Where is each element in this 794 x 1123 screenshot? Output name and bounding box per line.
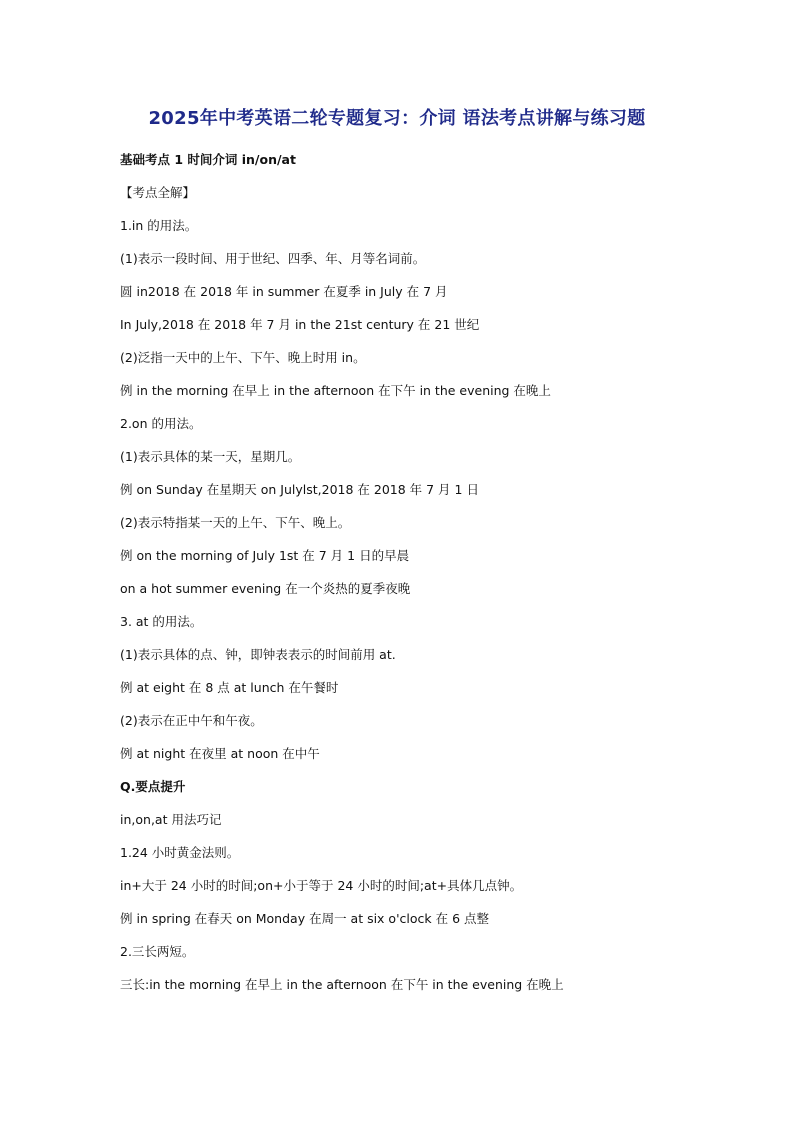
example-line: 例 in the morning 在早上 in the afternoon 在下午 in the evening 在晚上 [120,383,551,398]
body-line: (1)表示具体的点、钟，即钟表表示的时间前用 at. [120,647,396,662]
body-line: 3. at 的用法。 [120,614,203,629]
example-line: 例 on the morning of July 1st 在 7 月 1 日的早晨 [120,548,410,563]
body-line: (2)表示在正中午和午夜。 [120,713,263,728]
section-heading: 基础考点 1 时间介词 in/on/at [120,152,296,167]
body-line: (1)表示具体的某一天，星期几。 [120,449,301,464]
body-line: in,on,at 用法巧记 [120,812,222,827]
subsection-heading: Q.要点提升 [120,779,186,794]
body-line: (1)表示一段时间、用于世纪、四季、年、月等名词前。 [120,251,426,266]
example-line: 圆 in2018 在 2018 年 in summer 在夏季 in July 在 7 月 [120,284,448,299]
example-line: 例 at night 在夜里 at noon 在中午 [120,746,320,761]
example-line: 三长:in the morning 在早上 in the afternoon 在下午 in the evening 在晚上 [120,977,564,992]
subsection-heading: 【考点全解】 [120,185,196,200]
body-line: 1.in 的用法。 [120,218,198,233]
example-line: 例 in spring 在春天 on Monday 在周一 at six o'clock 在 6 点整 [120,911,489,926]
example-line: 例 on Sunday 在星期天 on Julylst,2018 在 2018 年 7 月 1 日 [120,482,479,497]
body-line: 2.三长两短。 [120,944,195,959]
example-line: 例 at eight 在 8 点 at lunch 在午餐时 [120,680,339,695]
body-line: in+大于 24 小时的时间;on+小于等于 24 小时的时间;at+具体几点钟。 [120,878,523,893]
body-line: (2)泛指一天中的上午、下午、晚上时用 in。 [120,350,366,365]
body-line: (2)表示特指某一天的上午、下午、晚上。 [120,515,351,530]
document-body [120,150,760,1008]
body-line: 2.on 的用法。 [120,416,202,431]
document-title: 2025年中考英语二轮专题复习：介词 语法考点讲解与练习题 [148,108,646,129]
example-line: on a hot summer evening 在一个炎热的夏季夜晚 [120,581,411,596]
example-line: In July,2018 在 2018 年 7 月 in the 21st century 在 21 世纪 [120,317,480,332]
body-line: 1.24 小时黄金法则。 [120,845,240,860]
